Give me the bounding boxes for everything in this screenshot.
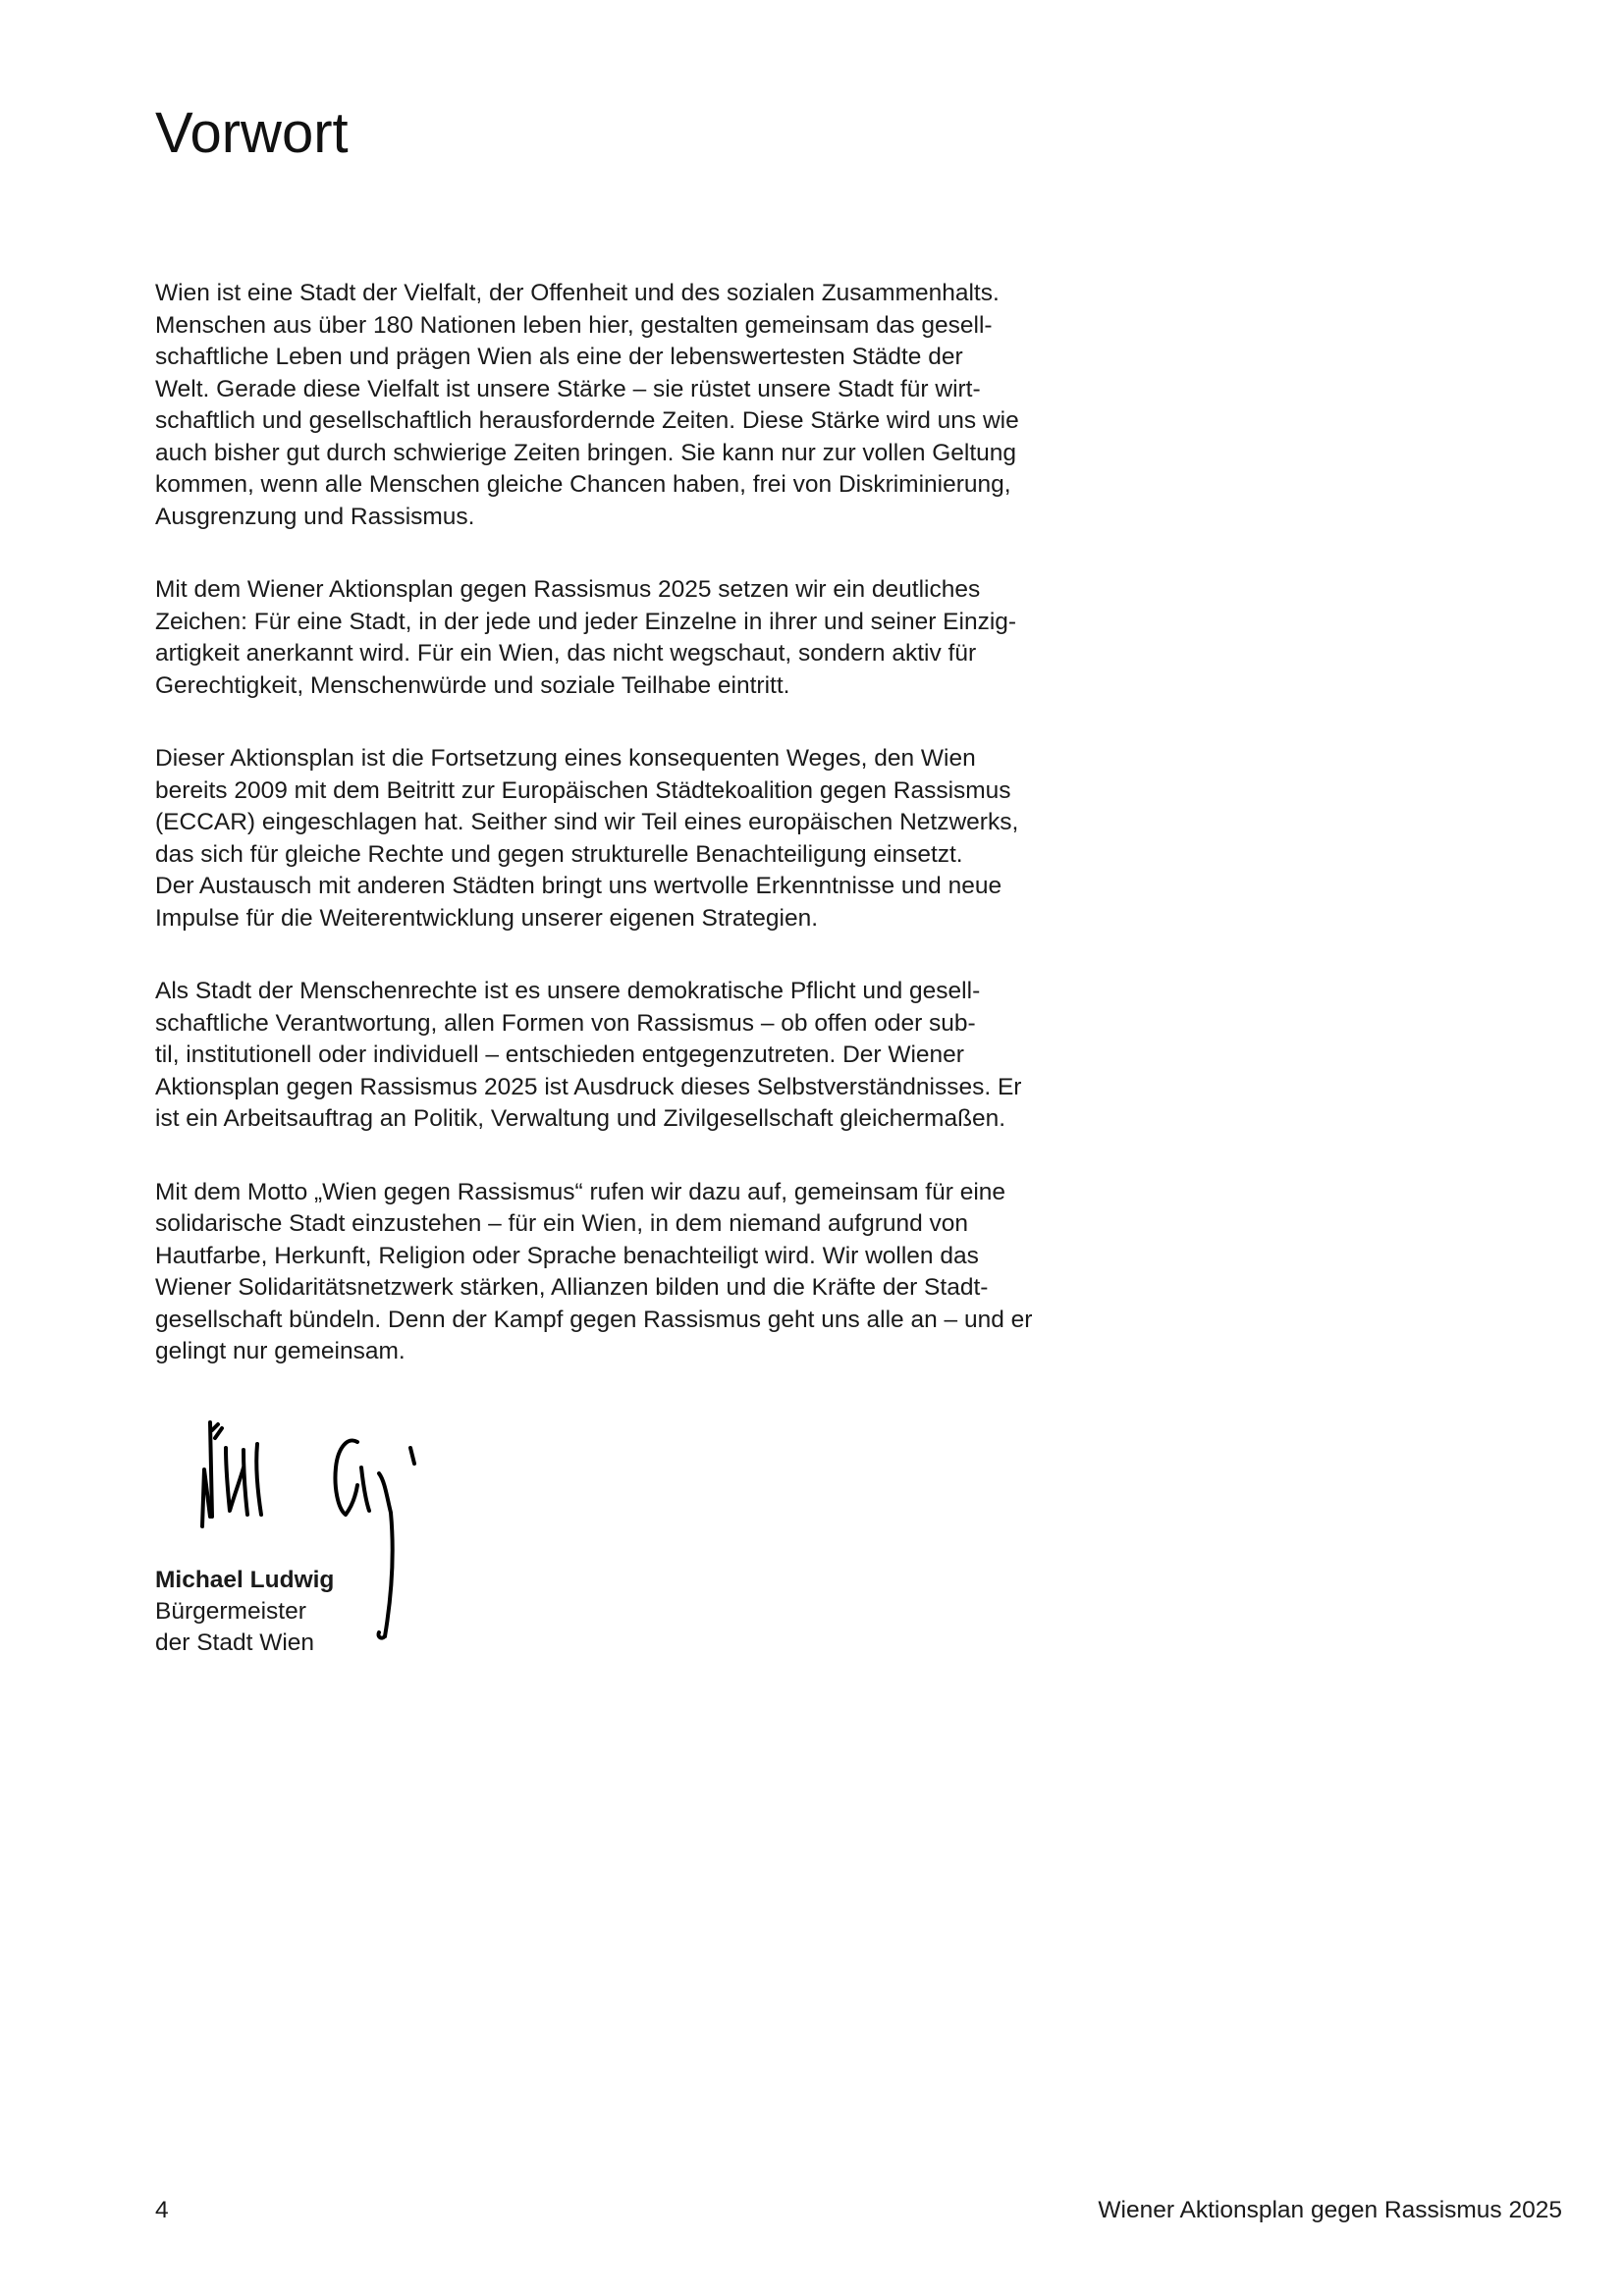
text-line: artigkeit anerkannt wird. Für ein Wien, das nicht wegschaut, sondern aktiv für: [155, 640, 977, 667]
signatory-role: Bürgermeister: [155, 1598, 306, 1625]
text-line: Wiener Solidaritätsnetzwerk stärken, Allianzen bilden und die Kräfte der Stadt-: [155, 1274, 989, 1301]
signatory-block: [155, 1565, 334, 1659]
text-line: (ECCAR) eingeschlagen hat. Seither sind wir Teil eines europäischen Netzwerks,: [155, 809, 1019, 835]
text-line: Mit dem Wiener Aktionsplan gegen Rassismus 2025 setzen wir ein deutliches: [155, 576, 981, 603]
page-number: 4: [155, 2197, 169, 2223]
text-line: Aktionsplan gegen Rassismus 2025 ist Ausdruck dieses Selbstverständnisses. Er: [155, 1073, 1022, 1100]
text-line: Zeichen: Für eine Stadt, in der jede und jeder Einzelne in ihrer und seiner Einzig-: [155, 608, 1017, 635]
text-line: Der Austausch mit anderen Städten bringt uns wertvolle Erkenntnisse und neue: [155, 873, 1002, 899]
text-line: kommen, wenn alle Menschen gleiche Chancen haben, frei von Diskriminierung,: [155, 471, 1011, 498]
signatory-organisation: der Stadt Wien: [155, 1629, 315, 1656]
footer-document-title: Wiener Aktionsplan gegen Rassismus 2025: [1098, 2197, 1562, 2223]
text-line: auch bisher gut durch schwierige Zeiten bringen. Sie kann nur zur vollen Geltung: [155, 439, 1017, 466]
text-line: bereits 2009 mit dem Beitritt zur Europäischen Städtekoalition gegen Rassismus: [155, 776, 1011, 804]
body-text: [155, 278, 1137, 1410]
text-line: Welt. Gerade diese Vielfalt ist unsere Stärke – sie rüstet unsere Stadt für wirt-: [155, 375, 981, 402]
paragraph-3: [155, 743, 1137, 934]
page-title: Vorwort: [155, 101, 349, 165]
text-line: schaftliche Leben und prägen Wien als eine der lebenswertesten Städte der: [155, 344, 963, 370]
text-line: solidarische Stadt einzustehen – für ein Wien, in dem niemand aufgrund von: [155, 1210, 969, 1237]
text-line: til, institutionell oder individuell – entschieden entgegenzutreten. Der Wiener: [155, 1041, 964, 1068]
text-line: Gerechtigkeit, Menschenwürde und soziale Teilhabe eintritt.: [155, 671, 790, 699]
text-line: gelingt nur gemeinsam.: [155, 1338, 406, 1364]
text-line: Hautfarbe, Herkunft, Religion oder Sprache benachteiligt wird. Wir wollen das: [155, 1242, 979, 1269]
text-line: schaftliche Verantwortung, allen Formen von Rassismus – ob offen oder sub-: [155, 1009, 976, 1037]
text-line: gesellschaft bündeln. Denn der Kampf gegen Rassismus geht uns alle an – und er: [155, 1306, 1033, 1333]
text-line: Ausgrenzung und Rassismus.: [155, 503, 475, 530]
text-line: schaftlich und gesellschaftlich herausfordernde Zeiten. Diese Stärke wird uns wie: [155, 407, 1019, 434]
text-line: Wien ist eine Stadt der Vielfalt, der Offenheit und des sozialen Zusammenhalts.: [155, 280, 1000, 306]
text-line: Mit dem Motto „Wien gegen Rassismus“ rufen wir dazu auf, gemeinsam für eine: [155, 1178, 1006, 1205]
text-line: Als Stadt der Menschenrechte ist es unsere demokratische Pflicht und gesell-: [155, 978, 981, 1004]
signatory-name: Michael Ludwig: [155, 1567, 335, 1593]
paragraph-1: [155, 278, 1137, 533]
paragraph-5: [155, 1177, 1137, 1368]
text-line: Impulse für die Weiterentwicklung unserer eigenen Strategien.: [155, 904, 819, 932]
text-line: Dieser Aktionsplan ist die Fortsetzung eines konsequenten Weges, den Wien: [155, 745, 976, 772]
text-line: Menschen aus über 180 Nationen leben hier, gestalten gemeinsam das gesell-: [155, 311, 993, 339]
paragraph-4: [155, 976, 1137, 1136]
text-line: das sich für gleiche Rechte und gegen strukturelle Benachteiligung einsetzt.: [155, 840, 963, 868]
text-line: ist ein Arbeitsauftrag an Politik, Verwaltung und Zivilgesellschaft gleichermaßen.: [155, 1105, 1006, 1132]
paragraph-2: [155, 574, 1137, 702]
